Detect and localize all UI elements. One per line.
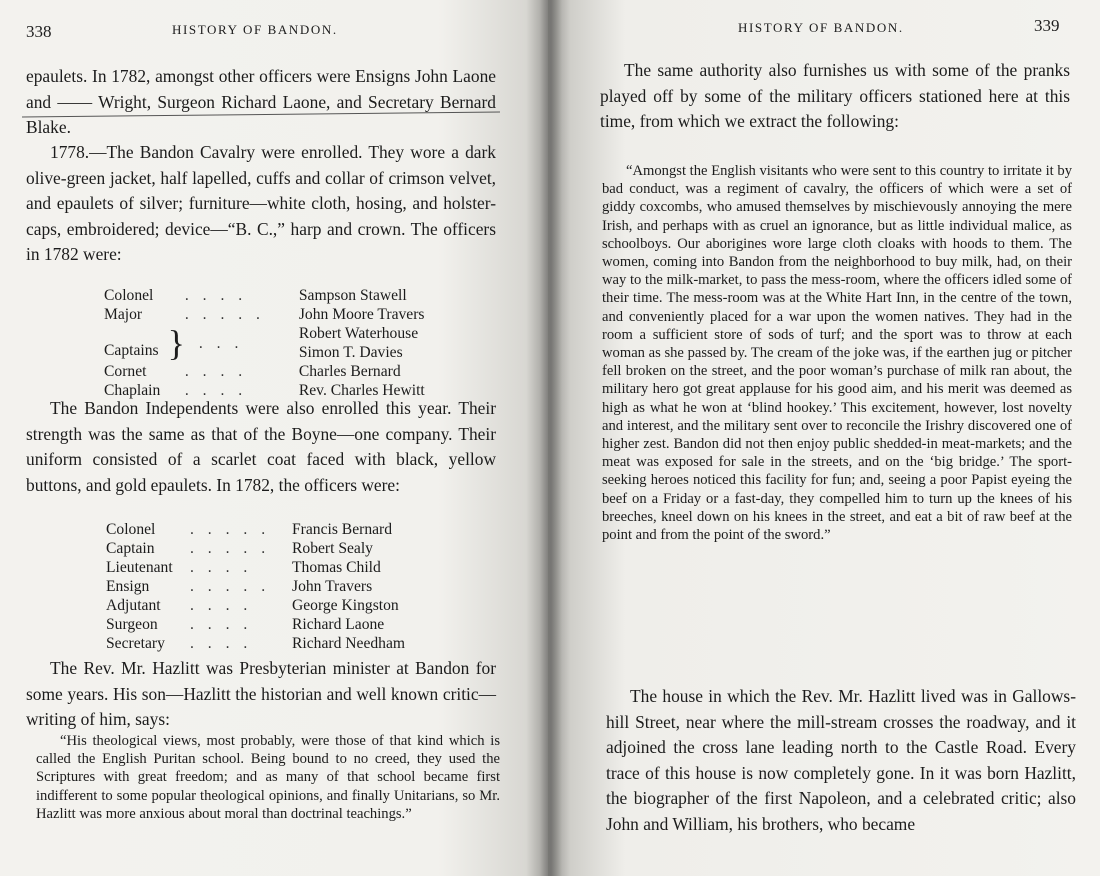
book-spine-shadow [540, 0, 562, 876]
left-para-2-text: 1778.—The Bandon Cavalry were enrolled. They wore a dark olive-green jacket, half lapelled, cuffs and collar of crimson velvet, and epaulets of silver; furniture—white cloth, hosing, and holster-caps, embroidered; device—“B. C.,” harp and crown. The officers in 1782 were: [26, 142, 496, 265]
officer-name: John Moore Travers [298, 306, 425, 323]
left-para-4-text: The Rev. Mr. Hazlitt was Presbyterian minister at Bandon for some years. His son—Hazlitt the historian and well known critic—writing of him, says: [26, 658, 496, 730]
right-para-1-text: The same authority also furnishes us with some of the pranks played off by some of the military officers stationed here at this time, from which we extract the following: [600, 60, 1070, 132]
right-para-1 [600, 58, 1070, 135]
officer-name: Sampson Stawell [298, 287, 407, 304]
officer-name: Robert Waterhouse [298, 325, 419, 342]
table-row [106, 520, 405, 539]
officer-rank: Captains [104, 342, 159, 359]
dot-leader: . . . . [184, 363, 248, 380]
officer-rank: Surgeon [106, 616, 158, 633]
left-para-3-text: The Bandon Independents were also enrolled this year. Their strength was the same as that of the Boyne—one company. Their uniform consisted of a scarlet coat faced with black, yellow buttons, and gold epaulets. In 1782, the officers were: [26, 398, 496, 495]
table-row [104, 362, 425, 381]
dot-leader: . . . . [184, 287, 248, 304]
officer-rank: Lieutenant [106, 559, 173, 576]
table-row [106, 615, 405, 634]
table-row [104, 324, 425, 343]
dot-leader: . . . . [190, 616, 253, 633]
officer-name: George Kingston [292, 597, 399, 614]
dot-leader: . . . . [190, 559, 253, 576]
right-para-2-text: The house in which the Rev. Mr. Hazlitt lived was in Gallows-hill Street, near where the mill-stream crosses the roadway, and it adjoined the cross lane leading north to the Castle Road. Every trace of this house is now completely gone. In it was born Hazlitt, the biographer of the first Napoleon, and a celebrated critic; also John and William, his brothers, who became [606, 686, 1076, 834]
left-para-4 [26, 656, 496, 733]
table-row [106, 539, 405, 558]
right-page [548, 0, 1100, 876]
table-row [106, 596, 405, 615]
dot-leader: . . . . [190, 635, 253, 652]
independents-officers-table [106, 520, 405, 653]
officer-name: Richard Laone [292, 616, 385, 633]
officer-name: Richard Needham [292, 635, 406, 652]
left-quote [36, 732, 500, 823]
left-quote-text: “His theological views, most probably, were those of that kind which is called the English Puritan school. Being bound to no creed, they used the Scriptures with great freedom; and as many of that school became first indifferent to some popular theological opinions, and finally Unitarians, so Mr. Hazlitt was more anxious about moral than doctrinal teachings.” [36, 733, 500, 822]
dot-leader: . . . . . [190, 521, 271, 538]
brace-glyph: } [158, 323, 185, 363]
officer-rank: Cornet [104, 363, 147, 380]
officer-name: Francis Bernard [292, 521, 393, 538]
officer-rank-cell [104, 324, 185, 362]
officer-rank: Ensign [106, 578, 150, 595]
table-row [104, 305, 425, 324]
table-row [106, 577, 405, 596]
left-running-head: HISTORY OF BANDON. [172, 22, 338, 37]
officer-name: Thomas Child [292, 559, 381, 576]
officer-name: Charles Bernard [298, 363, 401, 380]
left-page-number: 338 [26, 22, 52, 41]
table-row [106, 558, 405, 577]
table-row [104, 286, 425, 305]
officer-rank: Major [104, 306, 143, 323]
officer-rank: Colonel [106, 521, 156, 538]
right-quote-text: “Amongst the English visitants who were sent to this country to irritate it by bad conduct, was a regiment of cavalry, the officers of which were a set of giddy coxcombs, who amused themselves by mischievously annoying the mere Irish, and perhaps with as cruel an ignorance, but as little individual malice, as schoolboys. Our aborigines wore large cloth cloaks with hoods to them. The women, coming into Bandon from the neighborhood to buy milk, had, on their way to the milk-market, to pass the mess-room, where the officers idled some of their time. The mess-room was at the White Hart Inn, in the centre of the town, and conveniently placed for a war upon the women natives. They had in the room a sufficient store of sods of turf; and the sport was to throw at each woman as she passed by. The cream of the joke was, if the earthen jug or pitcher fell broken on the street, and the poor woman’s purchase of milk ran about, the military hero got great applause for his good aim, and his merit was deemed as high as what he won at ‘blind hookey.’ This excitement, however, lost novelty and interest, and the military sent over to reconcile the Irishry discovered one of higher zest. Bandon did not then enjoy public shedded-in meat-markets; and the meat was exposed for sale in the streets, and on the ‘big bridge.’ The sport-seeking heroes noticed this facility for fun; and, seeing a poor Papist eyeing the beef on a Friday or a fast-day, they compelled him to turn up the knees of his breeches, kneel down on his knees in the street, and eat a bit of raw beef at the point and from the point of the sword.” [602, 163, 1072, 544]
dot-leader: . . . . . [190, 540, 271, 557]
cavalry-officers-table [104, 286, 425, 400]
dot-leader: . . . [198, 334, 244, 352]
dot-leader: . . . . . [184, 306, 265, 323]
right-running-head: HISTORY OF BANDON. [738, 20, 904, 35]
left-para-1-text: epaulets. In 1782, amongst other officers were Ensigns John Laone and —— Wright, Surgeon Richard Laone, and Secretary Bernard Blake. [26, 66, 496, 138]
right-para-2 [606, 684, 1076, 838]
dot-leader: . . . . . [190, 578, 271, 595]
left-para-1 [26, 64, 496, 141]
left-page [0, 0, 548, 876]
officer-rank: Chaplain [104, 382, 161, 399]
officer-rank: Secretary [106, 635, 165, 652]
right-page-number: 339 [1034, 16, 1060, 35]
dot-leader: . . . . [184, 382, 248, 399]
officer-rank: Adjutant [106, 597, 161, 614]
left-para-3 [26, 396, 496, 498]
officer-name: Robert Sealy [292, 540, 373, 557]
officer-name: Rev. Charles Hewitt [298, 382, 425, 399]
table-row [106, 634, 405, 653]
officer-rank: Captain [106, 540, 155, 557]
officer-name: Simon T. Davies [298, 344, 403, 361]
left-para-2 [26, 140, 496, 268]
officer-rank: Colonel [104, 287, 154, 304]
right-quote [602, 162, 1072, 544]
dot-leader: . . . . [190, 597, 253, 614]
officer-name: John Travers [292, 578, 373, 595]
